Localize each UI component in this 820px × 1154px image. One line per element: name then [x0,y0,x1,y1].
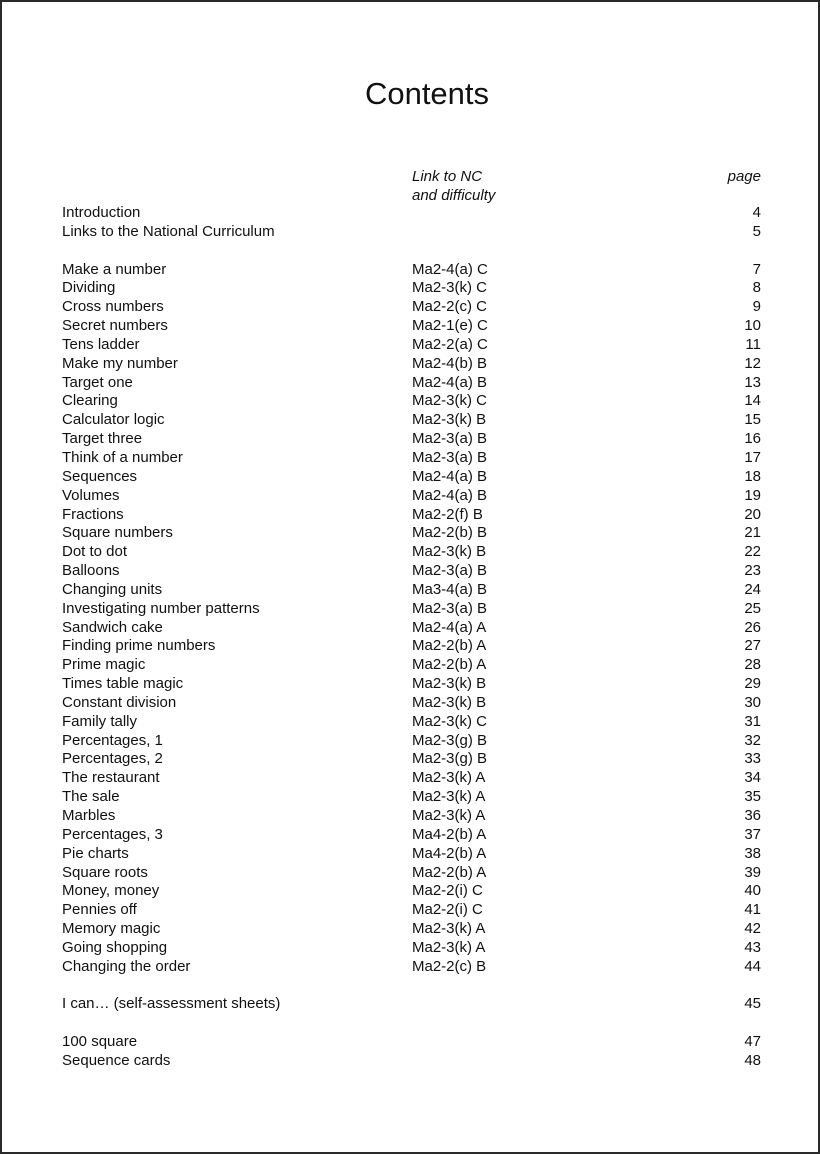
entry-page-number: 26 [744,618,761,636]
column-header-page: page [727,168,761,185]
contents-entry [62,619,761,638]
entry-nc-link: Ma2-4(a) B [412,467,488,485]
entry-page-number: 11 [745,335,761,353]
entry-title: Dot to dot [62,543,128,561]
entry-title: Balloons [62,562,120,580]
contents-entry [62,826,761,845]
contents-entry [62,374,761,393]
contents-entry [62,637,761,656]
entry-page-number: 43 [744,938,761,956]
contents-entry [62,430,761,449]
contents-entry [62,750,761,769]
contents-entry [62,995,761,1014]
contents-entry [62,562,761,581]
contents-list [62,204,761,1071]
entry-page-number: 39 [744,863,761,881]
contents-entry [62,317,761,336]
contents-entry [62,449,761,468]
entry-title: Volumes [62,486,120,504]
entry-title: Money, money [62,882,160,900]
contents-entry [62,600,761,619]
entry-title: Going shopping [62,938,168,956]
entry-nc-link: Ma2-3(g) B [412,731,488,749]
entry-page-number: 27 [744,637,761,655]
entry-title: Investigating number patterns [62,599,260,617]
group-spacer [62,977,761,996]
contents-entry [62,468,761,487]
entry-page-number: 16 [744,430,761,448]
entry-title: Percentages, 2 [62,750,163,768]
entry-nc-link: Ma3-4(a) B [412,580,488,598]
contents-entry [62,788,761,807]
entry-page-number: 19 [744,486,761,504]
entry-page-number: 31 [744,712,761,730]
entry-nc-link: Ma2-3(g) B [412,750,488,768]
entry-page-number: 28 [744,656,761,674]
entry-title: Memory magic [62,920,161,938]
entry-title: Target one [62,373,133,391]
contents-entry [62,506,761,525]
entry-page-number: 40 [744,882,761,900]
entry-nc-link: Ma4-2(b) A [412,825,487,843]
entry-title: Sandwich cake [62,618,163,636]
entry-nc-link: Ma2-2(i) C [412,901,483,919]
entry-page-number: 41 [744,901,761,919]
entry-page-number: 4 [752,204,761,221]
entry-page-number: 45 [744,995,761,1013]
entry-page-number: 15 [744,411,761,429]
column-header-nc-line2: and difficulty [412,187,496,204]
contents-entry [62,656,761,675]
entry-page-number: 17 [744,448,761,466]
contents-entry [62,524,761,543]
entry-nc-link: Ma2-4(b) B [412,354,488,372]
entry-title: Changing the order [62,957,191,975]
entry-nc-link: Ma2-2(b) A [412,656,487,674]
entry-title: The restaurant [62,769,160,787]
entry-nc-link: Ma2-2(i) C [412,882,483,900]
entry-title: Fractions [62,505,124,523]
entry-nc-link: Ma2-2(a) C [412,335,488,353]
entry-title: Family tally [62,712,138,730]
entry-title: I can… (self-assessment sheets) [62,995,281,1013]
entry-title: Make a number [62,260,167,278]
entry-title: Target three [62,430,143,448]
entry-title: Sequence cards [62,1051,171,1069]
entry-title: Calculator logic [62,411,165,429]
entry-nc-link: Ma2-4(a) A [412,618,487,636]
entry-nc-link: Ma2-3(k) C [412,279,488,297]
entry-title: Clearing [62,392,118,410]
entry-nc-link: Ma2-3(k) B [412,411,487,429]
entry-page-number: 24 [744,580,761,598]
contents-entry [62,581,761,600]
entry-page-number: 30 [744,693,761,711]
entry-title: Finding prime numbers [62,637,216,655]
entry-page-number: 7 [752,260,761,278]
contents-entry [62,411,761,430]
entry-nc-link: Ma2-2(f) B [412,505,483,523]
contents-entry [62,958,761,977]
entry-nc-link: Ma2-3(a) B [412,448,488,466]
entry-nc-link: Ma2-3(a) B [412,599,488,617]
contents-entry [62,694,761,713]
entry-title: Cross numbers [62,298,164,316]
contents-entry [62,732,761,751]
entry-page-number: 12 [744,354,761,372]
entry-page-number: 29 [744,675,761,693]
entry-nc-link: Ma2-3(k) A [412,807,486,824]
entry-title: The sale [62,788,120,806]
entry-nc-link: Ma2-3(k) A [412,938,486,956]
entry-page-number: 47 [744,1033,761,1051]
entry-nc-link: Ma2-3(k) B [412,543,487,561]
contents-entry [62,901,761,920]
entry-page-number: 42 [744,920,761,938]
group-spacer [62,242,761,261]
entry-nc-link: Ma2-1(e) C [412,317,488,335]
entry-title: Tens ladder [62,335,140,353]
entry-nc-link: Ma2-2(c) C [412,298,488,316]
contents-entry [62,845,761,864]
entry-page-number: 36 [744,807,761,824]
entry-title: 100 square [62,1033,138,1051]
entry-nc-link: Ma2-3(k) C [412,392,488,410]
contents-entry [62,223,761,242]
entry-nc-link: Ma2-2(c) B [412,957,487,975]
entry-nc-link: Ma2-3(k) B [412,693,487,711]
contents-entry [62,1033,761,1052]
contents-entry [62,864,761,883]
contents-entry [62,675,761,694]
contents-entry [62,204,761,223]
entry-page-number: 14 [744,392,761,410]
group-spacer [62,1014,761,1033]
entry-title: Percentages, 3 [62,825,163,843]
contents-entry [62,487,761,506]
entry-title: Make my number [62,354,178,372]
entry-title: Sequences [62,467,138,485]
entry-page-number: 5 [752,222,761,240]
entry-page-number: 37 [744,825,761,843]
entry-page-number: 22 [744,543,761,561]
contents-entry [62,882,761,901]
entry-nc-link: Ma2-3(k) A [412,788,486,806]
entry-title: Square roots [62,863,148,881]
entry-nc-link: Ma2-4(a) B [412,486,488,504]
entry-page-number: 23 [744,562,761,580]
entry-title: Percentages, 1 [62,731,163,749]
entry-nc-link: Ma2-3(a) B [412,430,488,448]
entry-nc-link: Ma2-3(k) A [412,769,486,787]
entry-page-number: 34 [744,769,761,787]
contents-entry [62,807,761,826]
entry-title: Constant division [62,693,177,711]
contents-entry [62,336,761,355]
contents-entry [62,355,761,374]
entry-title: Links to the National Curriculum [62,222,275,240]
entry-page-number: 35 [744,788,761,806]
entry-page-number: 32 [744,731,761,749]
column-header-nc [412,167,495,205]
entry-page-number: 44 [744,957,761,975]
entry-title: Think of a number [62,448,183,466]
contents-entry [62,543,761,562]
entry-nc-link: Ma4-2(b) A [412,844,487,862]
contents-entry [62,769,761,788]
entry-page-number: 9 [752,298,761,316]
entry-nc-link: Ma2-2(b) B [412,524,488,542]
entry-nc-link: Ma2-2(b) A [412,863,487,881]
contents-entry [62,713,761,732]
contents-entry [62,261,761,280]
entry-title: Marbles [62,807,116,824]
entry-nc-link: Ma2-3(a) B [412,562,488,580]
entry-page-number: 25 [744,599,761,617]
entry-nc-link: Ma2-3(k) B [412,675,487,693]
contents-entry [62,1052,761,1071]
entry-nc-link: Ma2-3(k) C [412,712,488,730]
entry-nc-link: Ma2-4(a) B [412,373,488,391]
entry-nc-link: Ma2-3(k) A [412,920,486,938]
entry-title: Times table magic [62,675,184,693]
entry-title: Dividing [62,279,116,297]
entry-page-number: 33 [744,750,761,768]
entry-page-number: 20 [744,505,761,523]
entry-nc-link: Ma2-2(b) A [412,637,487,655]
entry-title: Pennies off [62,901,137,919]
entry-title: Square numbers [62,524,173,542]
entry-nc-link: Ma2-4(a) C [412,260,488,278]
contents-entry [62,939,761,958]
entry-page-number: 21 [744,524,761,542]
entry-page-number: 48 [744,1051,761,1069]
entry-title: Changing units [62,580,163,598]
contents-entry [62,279,761,298]
page-title: Contents [364,76,490,111]
entry-page-number: 38 [744,844,761,862]
entry-page-number: 13 [744,373,761,391]
entry-title: Prime magic [62,656,146,674]
entry-page-number: 8 [752,279,761,297]
entry-title: Pie charts [62,844,129,862]
entry-page-number: 18 [744,467,761,485]
entry-page-number: 10 [744,317,761,335]
contents-entry [62,392,761,411]
entry-title: Secret numbers [62,317,168,335]
contents-entry [62,298,761,317]
entry-title: Introduction [62,204,141,221]
contents-entry [62,920,761,939]
column-header-nc-line1: Link to NC [412,168,483,185]
